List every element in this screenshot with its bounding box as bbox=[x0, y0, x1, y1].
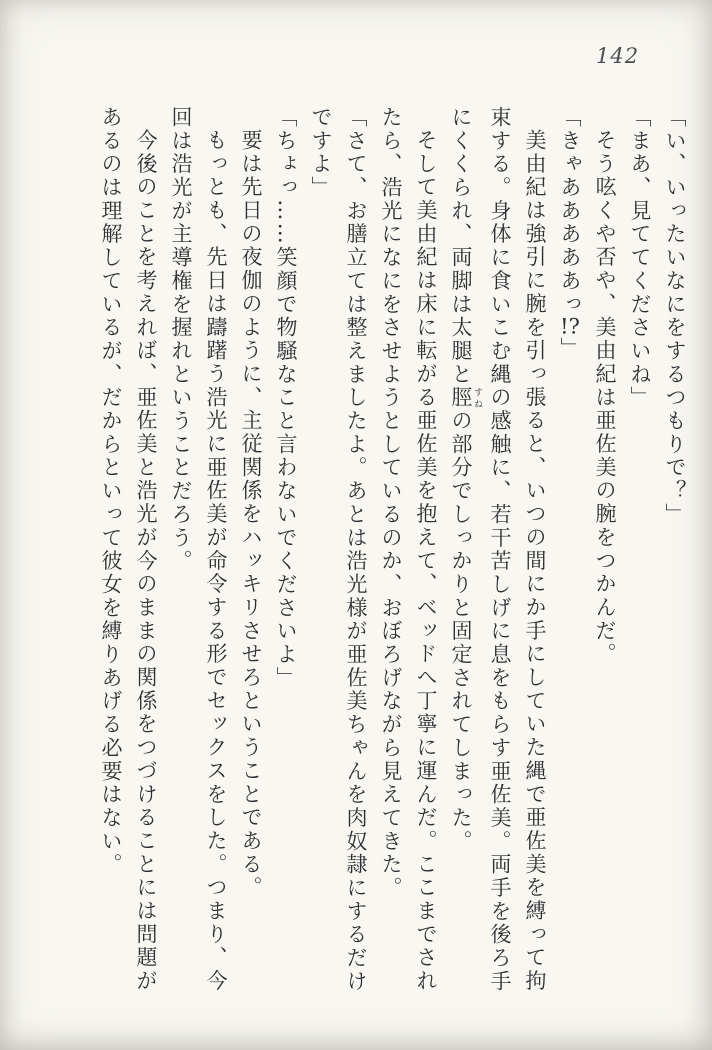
text-line: 「さて、お膳立ては整えましたよ。あとは浩光様が亜佐美ちゃんを肉奴隷にするだけ bbox=[344, 106, 368, 994]
text-line: 回は浩光が主導権を握れということだろう。 bbox=[169, 106, 193, 573]
text-block bbox=[90, 106, 692, 1002]
text-line: 「い、いったいなにをするつもりで？」 bbox=[663, 106, 687, 527]
text-line: たら、浩光になにをさせようとしているのか、おぼろげながら見えてきた。 bbox=[379, 106, 403, 900]
text-line: 「まあ、見ててくださいね」 bbox=[628, 106, 652, 410]
text-line: 美由紀は強引に腕を引っ張ると、いつの間にか手にしていた縄で亜佐美を縛って拘 bbox=[523, 129, 547, 994]
text-line: 要は先日の夜伽のように、主従関係をハッキリさせろということである。 bbox=[239, 129, 263, 900]
text-line: 今後のことを考えれば、亜佐美と浩光が今のままの関係をつづけることには問題が bbox=[134, 129, 158, 994]
text-line: ですよ」 bbox=[309, 106, 333, 200]
text-line: 「ちょっ……笑顔で物騒なこと言わないでくださいよ」 bbox=[274, 106, 298, 690]
text-line: あるのは理解しているが、だからといって彼女を縛りあげる必要はない。 bbox=[99, 106, 123, 877]
page-number: 142 bbox=[596, 44, 640, 68]
text-line: 束する。身体に食いこむ縄の感触に、若干苦しげに息をもらす亜佐美。両手を後ろ手 bbox=[488, 106, 512, 994]
text-line: そう呟くや否や、美由紀は亜佐美の腕をつかんだ。 bbox=[593, 129, 617, 667]
text-line: もっとも、先日は躊躇う浩光に亜佐美が命令する形でセックスをした。つまり、今 bbox=[204, 129, 228, 994]
text-line: 「きゃあああああっ!?」 bbox=[558, 106, 582, 361]
text-line: そして美由紀は床に転がる亜佐美を抱えて、ベッドへ丁寧に運んだ。ここまでされ bbox=[414, 129, 438, 994]
text-line: にくくられ、両脚は太腿と脛 すねの部分でしっかりと固定されてしまった。 bbox=[449, 106, 482, 854]
